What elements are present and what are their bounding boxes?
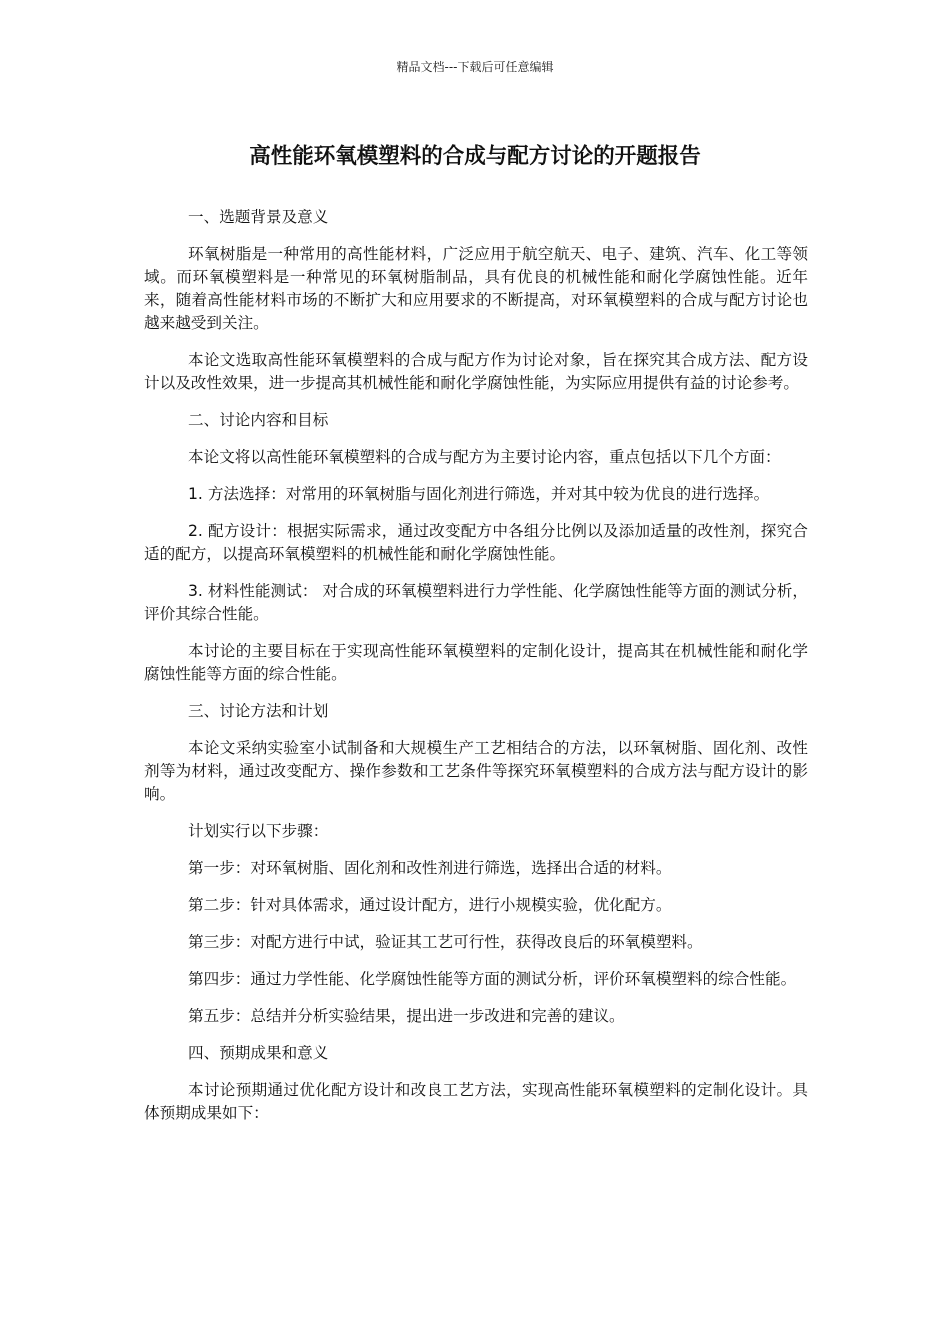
step-item: 第四步：通过力学性能、化学腐蚀性能等方面的测试分析，评价环氧模塑料的综合性能。 <box>188 970 797 988</box>
section-heading-2: 二、讨论内容和目标 <box>188 411 329 429</box>
step-item: 第五步：总结并分析实验结果，提出进一步改进和完善的建议。 <box>188 1007 625 1025</box>
paragraph: 本论文将以高性能环氧模塑料的合成与配方为主要讨论内容，重点包括以下几个方面： <box>188 448 781 466</box>
section-heading-3: 三、讨论方法和计划 <box>188 702 329 720</box>
paragraph: 本论文采纳实验室小试制备和大规模生产工艺相结合的方法，以环氧树脂、固化剂、改性剂等为材料，通过改变配方、操作参数和工艺条件等探究环氧模塑料的合成方法与配方设计的影响。 <box>144 739 808 803</box>
step-item: 第二步：针对具体需求，通过设计配方，进行小规模实验，优化配方。 <box>188 896 672 914</box>
list-item: 1. 方法选择：对常用的环氧树脂与固化剂进行筛选，并对其中较为优良的进行选择。 <box>188 485 770 503</box>
paragraph: 计划实行以下步骤： <box>188 822 329 840</box>
page-title: 高性能环氧模塑料的合成与配方讨论的开题报告 <box>249 144 701 169</box>
paragraph: 本讨论预期通过优化配方设计和改良工艺方法，实现高性能环氧模塑料的定制化设计。具体预期成果如下： <box>144 1081 808 1122</box>
list-item: 2. 配方设计：根据实际需求，通过改变配方中各组分比例以及添加适量的改性剂，探究合适的配方，以提高环氧模塑料的机械性能和耐化学腐蚀性能。 <box>144 522 808 563</box>
step-item: 第一步：对环氧树脂、固化剂和改性剂进行筛选，选择出合适的材料。 <box>188 859 672 877</box>
step-item: 第三步：对配方进行中试，验证其工艺可行性，获得改良后的环氧模塑料。 <box>188 933 703 951</box>
paragraph: 本讨论的主要目标在于实现高性能环氧模塑料的定制化设计，提高其在机械性能和耐化学腐蚀性能等方面的综合性能。 <box>144 642 808 683</box>
paragraph: 环氧树脂是一种常用的高性能材料，广泛应用于航空航天、电子、建筑、汽车、化工等领域。而环氧模塑料是一种常见的环氧树脂制品，具有优良的机械性能和耐化学腐蚀性能。近年来，随着高性能材料市场的不断扩大和应用要求的不断提高，对环氧模塑料的合成与配方讨论也越来越受到关注。 <box>144 245 808 332</box>
paragraph: 本论文选取高性能环氧模塑料的合成与配方作为讨论对象，旨在探究其合成方法、配方设计以及改性效果，进一步提高其机械性能和耐化学腐蚀性能，为实际应用提供有益的讨论参考。 <box>144 351 808 392</box>
list-item: 3. 材料性能测试： 对合成的环氧模塑料进行力学性能、化学腐蚀性能等方面的测试分析，评价其综合性能。 <box>144 582 808 623</box>
header-note: 精品文档---下载后可任意编辑 <box>396 60 554 74</box>
document-body <box>144 206 808 1139</box>
section-heading-1: 一、选题背景及意义 <box>188 208 329 226</box>
section-heading-4: 四、预期成果和意义 <box>188 1044 329 1062</box>
